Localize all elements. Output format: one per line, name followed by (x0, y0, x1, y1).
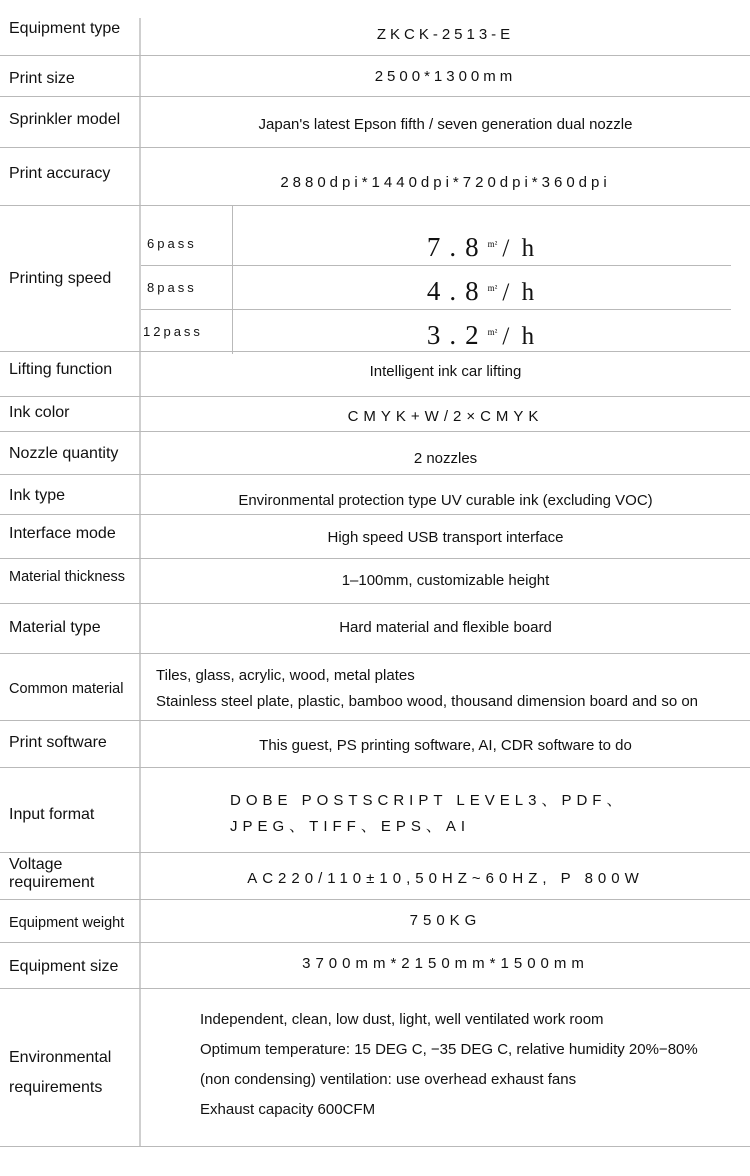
label-line: Voltage (9, 856, 63, 873)
label-line: requirements (9, 1079, 103, 1096)
row-material-type (0, 604, 750, 654)
label-print-accuracy: Print accuracy (9, 165, 111, 182)
environment-line: Independent, clean, low dust, light, well ventilated work room (200, 1011, 604, 1028)
label-lifting-function: Lifting function (9, 361, 113, 378)
value-ink-color: CMYK+W/2×CMYK (347, 408, 544, 425)
label-interface-mode: Interface mode (9, 525, 116, 542)
row-print-accuracy (0, 148, 750, 206)
label-print-software: Print software (9, 734, 107, 751)
label-equipment-weight: Equipment weight (9, 915, 125, 931)
value-input-format (230, 788, 750, 840)
speed-unit: m² (487, 327, 498, 337)
row-interface-mode (0, 515, 750, 559)
row-print-size (0, 56, 750, 97)
label-input-format: Input format (9, 806, 95, 823)
environment-line: Exhaust capacity 600CFM (200, 1101, 376, 1118)
speed-value: 4.8 (426, 276, 488, 306)
row-material-thickness (0, 559, 750, 604)
value-material-thickness: 1–100mm, customizable height (341, 572, 550, 589)
value-equipment-type: ZKCK-2513-E (376, 26, 515, 43)
row-nozzle-quantity (0, 432, 750, 475)
label-sprinkler-model: Sprinkler model (9, 111, 121, 128)
label-environmental-requirements (9, 1043, 111, 1103)
speed-value: 7.8 (426, 232, 488, 262)
value-ink-type: Environmental protection type UV curable ink (excluding VOC) (238, 492, 653, 509)
row-ink-color (0, 397, 750, 432)
label-equipment-size: Equipment size (9, 958, 119, 975)
speed-pass: 6pass (147, 236, 197, 251)
row-equipment-size (0, 943, 750, 989)
speed-suffix: / h (502, 235, 538, 262)
value-print-size: 2500*1300mm (374, 68, 517, 85)
value-print-software: This guest, PS printing software, AI, CDR software to do (259, 737, 632, 754)
row-equipment-type (0, 0, 750, 56)
input-format-line: DOBE POSTSCRIPT LEVEL3、PDF、 (230, 792, 627, 809)
row-equipment-weight (0, 900, 750, 943)
speed-pass: 12pass (143, 324, 203, 339)
value-lifting-function: Intelligent ink car lifting (369, 363, 522, 380)
value-common-material (156, 663, 750, 715)
speed-row-12pass (141, 310, 731, 354)
common-material-line: Tiles, glass, acrylic, wood, metal plates (156, 667, 415, 684)
value-material-type: Hard material and flexible board (339, 619, 552, 636)
value-equipment-size: 3700mm*2150mm*1500mm (302, 955, 589, 972)
label-equipment-type: Equipment type (9, 20, 121, 37)
value-sprinkler-model: Japan's latest Epson fifth / seven generation dual nozzle (258, 116, 633, 133)
value-nozzle-quantity: 2 nozzles (413, 450, 478, 467)
row-sprinkler-model (0, 97, 750, 148)
speed-suffix: / h (502, 323, 538, 350)
label-voltage-requirement (9, 856, 94, 892)
row-print-software (0, 721, 750, 768)
speed-value: 3.2 (426, 320, 488, 350)
label-print-size: Print size (9, 70, 75, 87)
value-equipment-weight: 750KG (409, 912, 482, 929)
speed-pass: 8pass (147, 280, 197, 295)
value-environmental-requirements (200, 1005, 750, 1125)
value-print-accuracy: 2880dpi*1440dpi*720dpi*360dpi (280, 174, 611, 191)
row-ink-type (0, 475, 750, 515)
label-line: requirement (9, 874, 95, 891)
row-voltage-requirement (0, 853, 750, 900)
speed-divider-top (232, 206, 233, 222)
speed-row-6pass (141, 222, 731, 266)
row-divider (0, 1146, 750, 1147)
label-common-material: Common material (9, 681, 124, 697)
speed-suffix: / h (502, 279, 538, 306)
common-material-line: Stainless steel plate, plastic, bamboo wood, thousand dimension board and so on (156, 693, 699, 710)
label-line: Environmental (9, 1049, 112, 1066)
label-ink-color: Ink color (9, 404, 70, 421)
input-format-line: JPEG、TIFF、EPS、AI (230, 818, 471, 835)
speed-row-8pass (141, 266, 731, 310)
environment-line: Optimum temperature: 15 DEG C, −35 DEG C, relative humidity 20%−80% (200, 1041, 698, 1058)
label-nozzle-quantity: Nozzle quantity (9, 445, 119, 462)
row-lifting-function (0, 352, 750, 397)
label-ink-type: Ink type (9, 487, 66, 504)
speed-rate (233, 310, 731, 354)
row-common-material (0, 654, 750, 721)
label-material-thickness: Material thickness (9, 569, 126, 585)
value-interface-mode: High speed USB transport interface (327, 529, 564, 546)
speed-rate (233, 266, 731, 310)
speed-unit: m² (487, 239, 498, 249)
value-voltage-requirement: AC220/110±10,50HZ~60HZ, P 800W (247, 870, 644, 887)
label-printing-speed: Printing speed (9, 270, 112, 287)
speed-rate (233, 222, 731, 266)
environment-line: (non condensing) ventilation: use overhead exhaust fans (200, 1071, 577, 1088)
row-environmental-requirements (0, 989, 750, 1147)
row-printing-speed (0, 206, 750, 352)
row-input-format (0, 768, 750, 853)
label-material-type: Material type (9, 619, 101, 636)
speed-unit: m² (487, 283, 498, 293)
